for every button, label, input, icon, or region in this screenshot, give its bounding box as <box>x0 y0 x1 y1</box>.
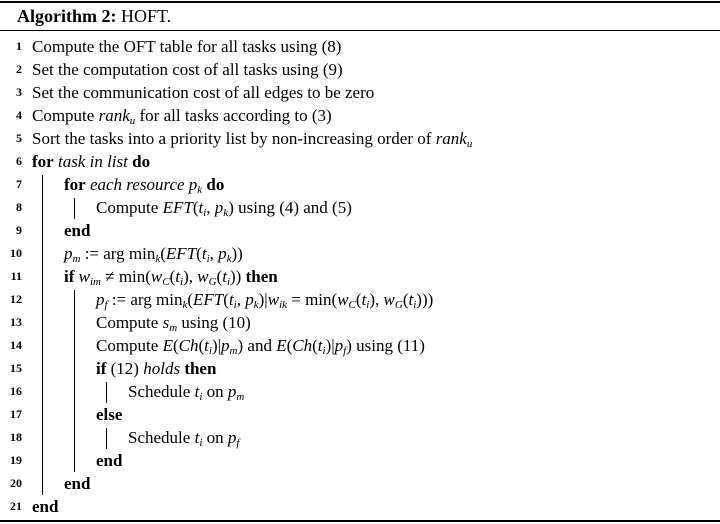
code-text: p <box>334 336 344 355</box>
caption-rule <box>0 30 720 31</box>
code-text: ( <box>286 336 293 355</box>
line-code <box>96 357 216 380</box>
code-text: ≠ min( <box>100 267 151 286</box>
line-code <box>128 426 239 455</box>
code-text: Compute <box>96 313 163 332</box>
code-text: Ch <box>178 336 199 355</box>
code-text: ( <box>192 198 199 217</box>
code-text: then <box>245 267 278 286</box>
subscript: i <box>180 276 184 288</box>
code-text: ), <box>369 290 384 309</box>
code-text: )) <box>231 244 243 263</box>
subscript: C <box>348 299 356 311</box>
line-number: 15 <box>10 361 22 375</box>
code-text: p <box>214 198 224 217</box>
block-bar <box>74 290 75 472</box>
code-text: p <box>96 290 105 309</box>
code-text: p <box>245 290 254 309</box>
line-number: 17 <box>10 407 22 421</box>
subscript: m <box>229 345 238 357</box>
algorithm-title: HOFT. <box>116 6 172 26</box>
subscript: ik <box>279 299 287 311</box>
code-text: rank <box>98 106 130 125</box>
line-number: 7 <box>16 177 22 191</box>
code-text: ( <box>160 244 166 263</box>
code-text: t <box>222 267 227 286</box>
subscript: k <box>155 253 161 265</box>
algorithm-label: Algorithm 2: <box>17 6 117 26</box>
code-text: w <box>337 290 349 309</box>
line-number: 6 <box>16 154 22 168</box>
code-text: ( <box>355 290 362 309</box>
code-text: w <box>267 290 280 309</box>
code-text: Compute <box>32 106 99 125</box>
subscript: k <box>253 299 259 311</box>
code-text: for all tasks according to (3) <box>135 106 332 125</box>
code-text: else <box>96 405 123 424</box>
line-number: 5 <box>16 131 22 145</box>
code-text: EFT <box>165 244 197 263</box>
line-number: 20 <box>10 476 22 490</box>
code-text: Compute <box>96 336 163 355</box>
line-code <box>64 472 90 495</box>
subscript: f <box>104 299 108 311</box>
block-bar <box>106 428 107 449</box>
subscript: f <box>343 345 347 357</box>
line-code <box>96 403 122 426</box>
code-text: Compute the OFT table for all tasks using (8) <box>32 37 342 56</box>
subscript: i <box>199 437 203 449</box>
algorithm-caption <box>17 4 171 28</box>
line-number: 12 <box>10 292 22 306</box>
line-code <box>32 150 150 173</box>
code-text: ))) <box>416 290 434 309</box>
code-text: t <box>228 290 234 309</box>
line-code <box>96 449 122 472</box>
code-text: s <box>162 313 170 332</box>
code-text: := arg min <box>107 290 183 309</box>
code-text: holds <box>143 359 181 378</box>
code-text: E <box>276 336 287 355</box>
line-number: 21 <box>10 499 22 513</box>
subscript: i <box>208 345 212 357</box>
subscript: f <box>236 437 240 449</box>
code-text: EFT <box>193 290 224 309</box>
code-text: task in list <box>57 152 128 171</box>
subscript: i <box>203 207 207 219</box>
top-rule <box>0 1 720 3</box>
code-text: if <box>64 267 75 286</box>
block-bar <box>106 382 107 403</box>
code-text: ( <box>223 290 229 309</box>
code-text: for <box>64 175 86 194</box>
line-number: 19 <box>10 453 22 467</box>
code-text: each resource p <box>89 175 198 194</box>
code-text: ( <box>169 267 176 286</box>
code-text: p <box>64 244 73 263</box>
code-text: p <box>227 428 237 447</box>
subscript: k <box>197 184 203 196</box>
code-text: p <box>227 382 237 401</box>
line-code <box>32 35 341 58</box>
subscript: k <box>226 253 232 265</box>
line-number: 18 <box>10 430 22 444</box>
code-text: E <box>162 336 173 355</box>
subscript: u <box>466 138 473 150</box>
block-bar <box>74 198 75 219</box>
line-code <box>128 380 244 409</box>
line-number: 10 <box>10 246 22 260</box>
code-text: )| <box>258 290 268 309</box>
code-text: , <box>236 290 246 309</box>
subscript: i <box>366 299 370 311</box>
code-text: t <box>201 244 207 263</box>
bottom-rule <box>0 520 720 522</box>
subscript: C <box>162 276 170 288</box>
code-text: )| <box>211 336 222 355</box>
code-text: w <box>383 290 395 309</box>
code-text: w <box>150 267 163 286</box>
code-text: t <box>317 336 323 355</box>
code-text: Sort the tasks into a priority list by non-increasing order of <box>32 129 436 148</box>
line-number: 14 <box>10 338 22 352</box>
code-text: Set the computation cost of all tasks using (9) <box>32 60 343 79</box>
code-text: EFT <box>162 198 193 217</box>
code-text: ) using (11) <box>346 336 425 355</box>
line-number: 13 <box>10 315 22 329</box>
code-text: end <box>64 221 91 240</box>
code-text: ( <box>216 267 223 286</box>
code-text: , <box>209 244 219 263</box>
line-number: 3 <box>16 85 22 99</box>
code-text: Schedule <box>128 382 195 401</box>
code-text: ) using (4) and (5) <box>228 198 352 217</box>
code-text: end <box>32 497 59 516</box>
code-text: ( <box>172 336 179 355</box>
code-text: := arg min <box>80 244 156 263</box>
code-text: Schedule <box>128 428 195 447</box>
line-code <box>96 196 352 225</box>
code-text: ( <box>312 336 318 355</box>
subscript: i <box>322 345 326 357</box>
subscript: G <box>208 276 217 288</box>
code-text: ) and <box>237 336 277 355</box>
subscript: i <box>413 299 417 311</box>
code-text: p <box>218 244 227 263</box>
code-text: w <box>78 267 90 286</box>
code-text: ( <box>187 290 194 309</box>
line-number: 9 <box>16 223 22 237</box>
code-text: t <box>361 290 367 309</box>
line-number: 11 <box>10 269 22 283</box>
code-text: p <box>221 336 230 355</box>
code-text: )) <box>230 267 246 286</box>
line-code <box>32 81 374 104</box>
code-text: Compute <box>96 198 163 217</box>
code-text: using (10) <box>177 313 251 332</box>
code-text: t <box>198 198 204 217</box>
code-text: t <box>408 290 414 309</box>
line-number: 4 <box>16 108 22 122</box>
code-text: t <box>204 336 209 355</box>
code-text: on <box>202 382 228 401</box>
line-number: 16 <box>10 384 22 398</box>
code-text: do <box>132 152 151 171</box>
subscript: i <box>233 299 237 311</box>
code-text: Ch <box>292 336 313 355</box>
code-text: w <box>197 267 209 286</box>
code-text: ), <box>183 267 198 286</box>
code-text: on <box>202 428 228 447</box>
code-text: t <box>175 267 181 286</box>
code-text: ( <box>402 290 409 309</box>
code-text: )| <box>325 336 335 355</box>
code-text: ( <box>196 244 202 263</box>
line-number: 8 <box>16 200 22 214</box>
code-text: then <box>184 359 217 378</box>
code-text: t <box>194 382 200 401</box>
code-text: for <box>32 152 54 171</box>
subscript: u <box>129 115 136 127</box>
subscript: k <box>223 207 229 219</box>
code-text: end <box>96 451 123 470</box>
subscript: m <box>72 253 81 265</box>
subscript: i <box>226 276 231 288</box>
subscript: m <box>236 391 245 403</box>
line-number: 1 <box>16 39 22 53</box>
subscript: i <box>206 253 210 265</box>
code-text: t <box>194 428 200 447</box>
line-code <box>32 495 58 518</box>
code-text: do <box>206 175 225 194</box>
subscript: G <box>394 299 403 311</box>
code-text: end <box>64 474 91 493</box>
code-text: rank <box>435 129 467 148</box>
code-text: if <box>96 359 107 378</box>
subscript: k <box>182 299 188 311</box>
code-text: , <box>206 198 215 217</box>
line-code <box>32 58 343 81</box>
line-number: 2 <box>16 62 22 76</box>
line-code <box>64 219 90 242</box>
block-bar <box>42 175 43 495</box>
subscript: i <box>199 391 203 403</box>
subscript: im <box>89 276 101 288</box>
code-text: Set the communication cost of all edges to be zero <box>32 83 375 102</box>
code-text: = min( <box>287 290 338 309</box>
code-text: (12) <box>106 359 144 378</box>
subscript: m <box>169 322 178 334</box>
code-text: ( <box>198 336 205 355</box>
